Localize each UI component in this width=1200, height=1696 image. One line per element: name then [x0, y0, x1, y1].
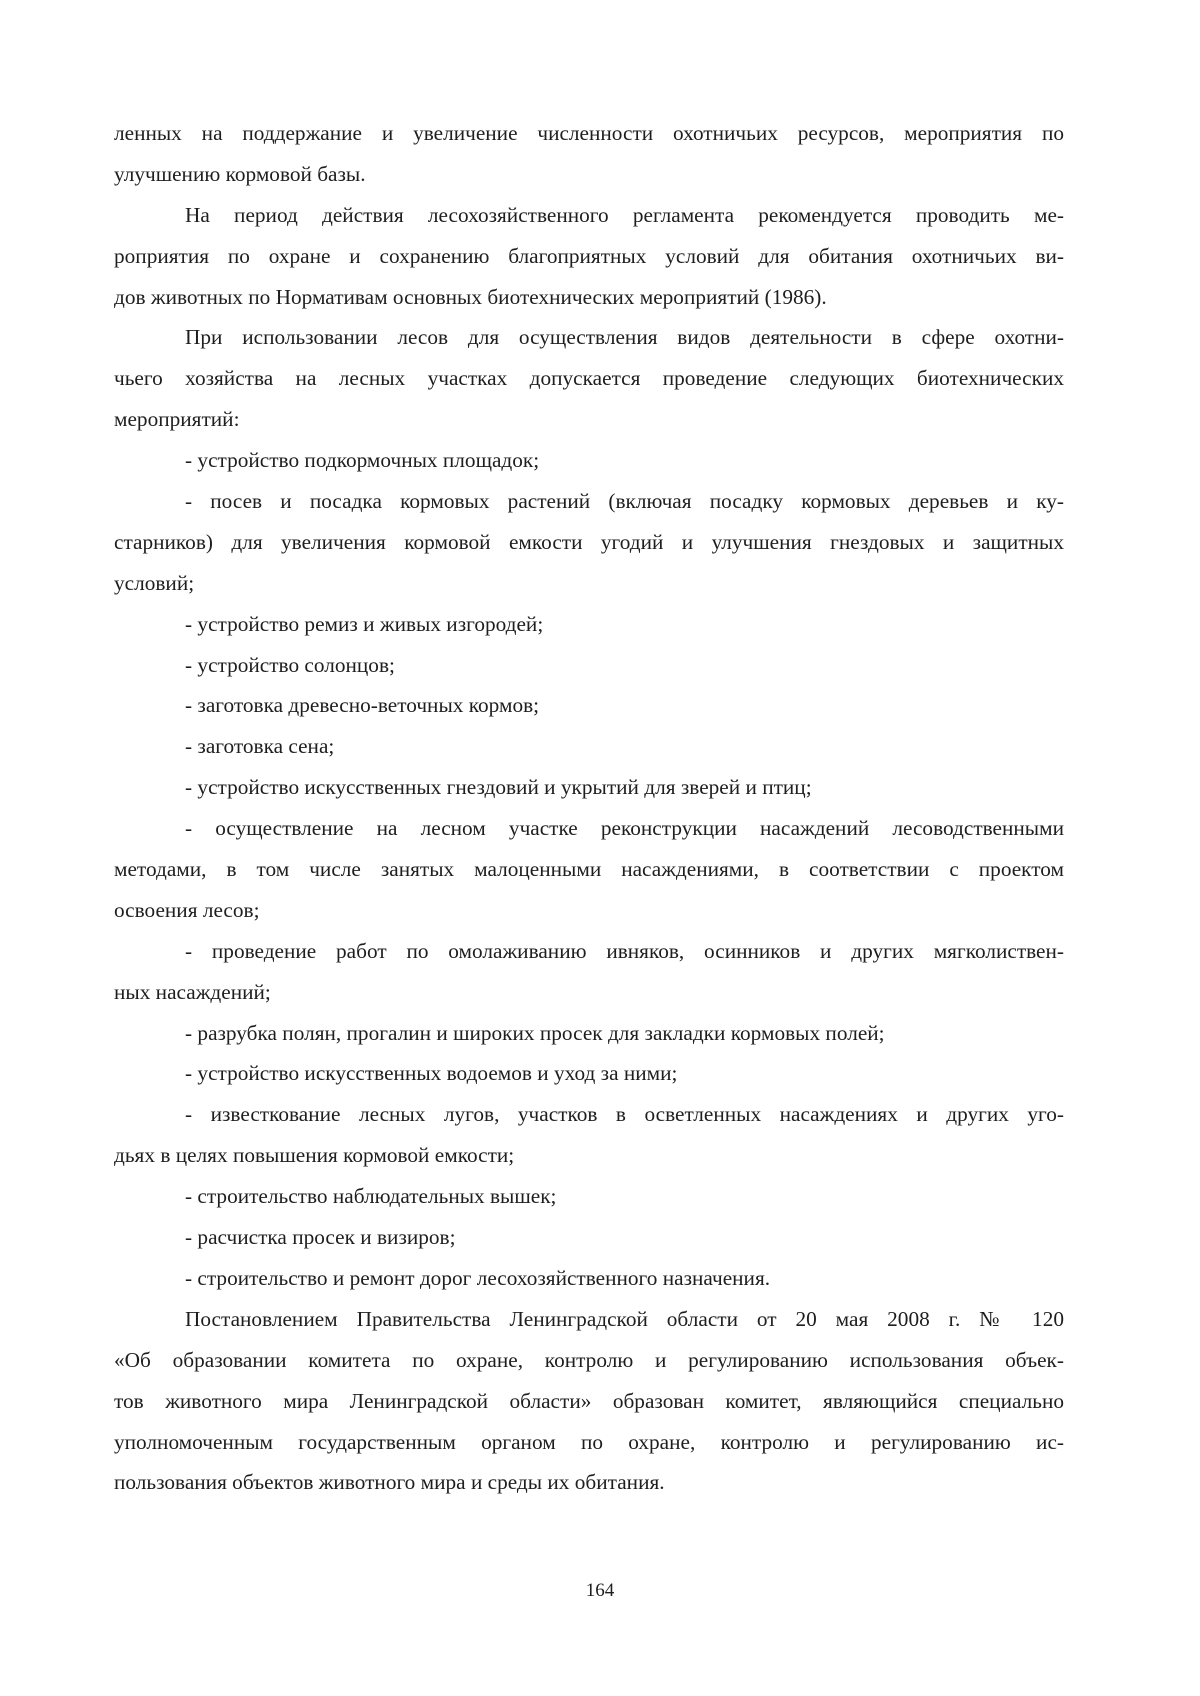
- text-line: - заготовка древесно-веточных кормов;: [185, 693, 540, 718]
- text-line: - устройство искусственных гнездовий и укрытий для зверей и птиц;: [185, 775, 812, 800]
- text-line: уполномоченным государственным органом по охране, контролю и регулированию ис-: [114, 1429, 1064, 1454]
- text-line: дов животных по Нормативам основных биотехнических мероприятий (1986).: [114, 284, 827, 309]
- text-line: - известкование лесных лугов, участков в осветленных насаждениях и других уго-: [185, 1102, 1064, 1127]
- text-line: - проведение работ по омолаживанию ивняков, осинников и других мягколиствен-: [185, 938, 1064, 963]
- text-line: - разрубка полян, прогалин и широких просек для закладки кормовых полей;: [185, 1020, 885, 1045]
- text-line: старников) для увеличения кормовой емкости угодий и улучшения гнездовых и защитных: [114, 529, 1064, 554]
- text-line: мероприятий:: [114, 407, 240, 432]
- text-line: - устройство солонцов;: [185, 652, 395, 677]
- text-line: - строительство и ремонт дорог лесохозяйственного назначения.: [185, 1265, 771, 1290]
- text-line: - расчистка просек и визиров;: [185, 1225, 456, 1250]
- text-line: При использовании лесов для осуществления видов деятельности в сфере охотни-: [185, 325, 1064, 350]
- text-line: - устройство ремиз и живых изгородей;: [185, 611, 544, 636]
- text-line: методами, в том числе занятых малоценными насаждениями, в соответствии с проектом: [114, 857, 1064, 882]
- text-line: роприятия по охране и сохранению благоприятных условий для обитания охотничьих ви-: [114, 243, 1064, 268]
- text-line: - посев и посадка кормовых растений (включая посадку кормовых деревьев и ку-: [185, 489, 1064, 514]
- text-line: «Об образовании комитета по охране, контролю и регулированию использования объек-: [114, 1347, 1064, 1372]
- text-line: пользования объектов животного мира и среды их обитания.: [114, 1470, 665, 1495]
- text-line: освоения лесов;: [114, 897, 260, 922]
- text-line: условий;: [114, 570, 195, 595]
- text-line: чьего хозяйства на лесных участках допускается проведение следующих биотехнических: [114, 366, 1064, 391]
- text-line: - устройство искусственных водоемов и уход за ними;: [185, 1061, 678, 1086]
- text-line: - устройство подкормочных площадок;: [185, 448, 540, 473]
- text-line: - заготовка сена;: [185, 734, 335, 759]
- text-line: улучшению кормовой базы.: [114, 161, 366, 186]
- text-line: - осуществление на лесном участке реконструкции насаждений лесоводственными: [185, 816, 1064, 841]
- document-body: [114, 113, 1064, 1503]
- text-line: Постановлением Правительства Ленинградской области от 20 мая 2008 г. № 120: [185, 1306, 1064, 1331]
- text-line: ных насаждений;: [114, 979, 271, 1004]
- text-line: тов животного мира Ленинградской области» образован комитет, являющийся специально: [114, 1388, 1064, 1413]
- text-line: - строительство наблюдательных вышек;: [185, 1184, 557, 1209]
- text-line: дьях в целях повышения кормовой емкости;: [114, 1143, 515, 1168]
- text-line: ленных на поддержание и увеличение численности охотничьих ресурсов, мероприятия по: [114, 121, 1064, 145]
- page-number: 164: [585, 1580, 615, 1601]
- text-line: На период действия лесохозяйственного регламента рекомендуется проводить ме-: [185, 202, 1064, 227]
